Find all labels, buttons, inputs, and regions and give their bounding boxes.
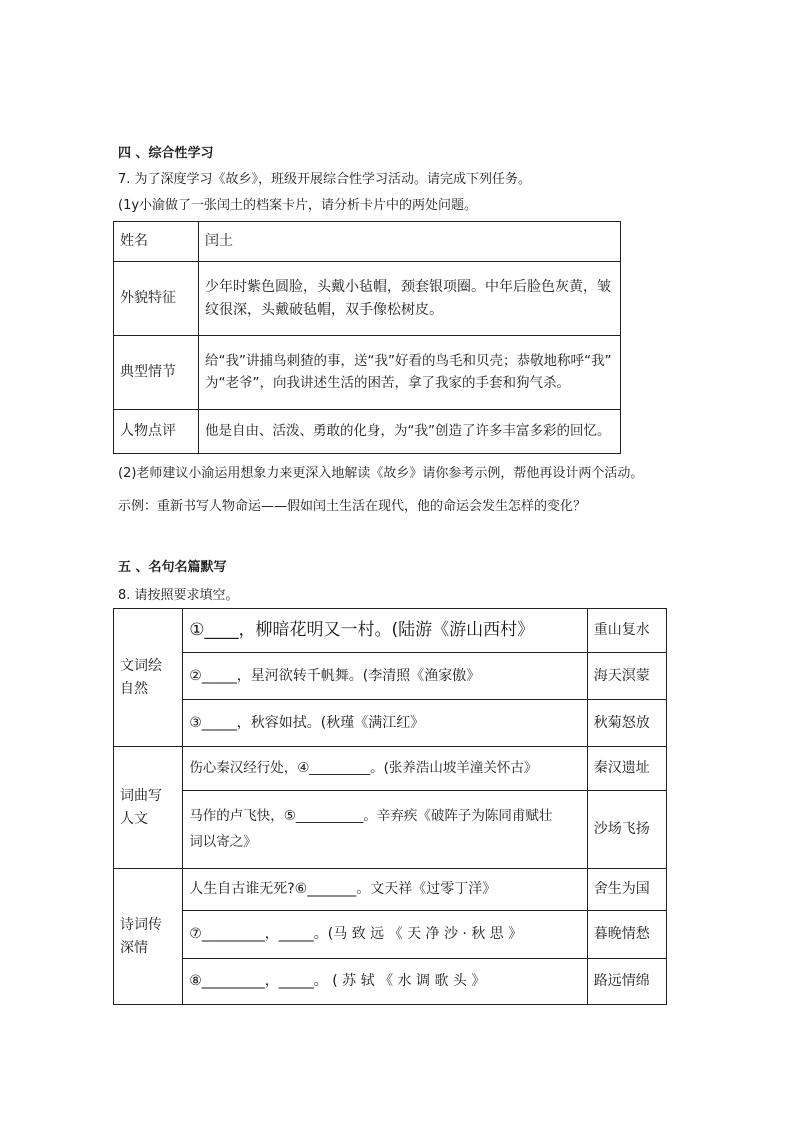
- card-label: 姓名: [114, 222, 199, 262]
- fill-in-line-part: 词以寄之》: [189, 833, 257, 850]
- card-content: 闰土: [199, 222, 621, 262]
- group-label: [114, 609, 183, 747]
- group-label-line: 词曲写: [120, 788, 162, 805]
- theme-tag: 海天溟蒙: [587, 653, 666, 700]
- card-label: 人物点评: [114, 410, 199, 454]
- group-label-line: 人文: [120, 810, 148, 827]
- card-content: [199, 262, 621, 336]
- theme-tag: 路远情绵: [587, 959, 666, 1005]
- card-row-plot: [114, 336, 621, 410]
- table-row: [114, 609, 667, 653]
- dictation-table: [113, 608, 667, 1005]
- group-label: [114, 747, 183, 869]
- group-label-line: 自然: [120, 680, 148, 697]
- theme-tag: 暮晚情愁: [587, 911, 666, 959]
- theme-tag: 重山复水: [587, 609, 666, 653]
- card-row-comment: [114, 410, 621, 454]
- table-row: [114, 959, 667, 1005]
- table-row: [114, 700, 667, 747]
- card-row-appearance: [114, 262, 621, 336]
- profile-card-table: [113, 221, 621, 454]
- table-row: [114, 747, 667, 791]
- fill-in-line: 伤心秦汉经行处，④_________。(张养浩山坡羊潼关怀古》: [183, 747, 587, 791]
- fill-in-line-part: 马作的卢飞快，⑤__________。辛弃疾《破阵子为陈同甫赋壮: [189, 807, 553, 824]
- section4-heading: 四 、综合性学习: [118, 146, 214, 161]
- example-text: 示例：重新书写人物命运——假如闰土生活在现代，他的命运会发生怎样的变化？: [118, 499, 587, 514]
- group-label-line: 诗词传: [120, 917, 162, 934]
- group-label: [114, 869, 183, 1005]
- card-content: 他是自由、活泼、勇敢的化身，为“我”创造了许多丰富多彩的回忆。: [199, 410, 621, 454]
- fill-in-line: ⑦_________，_____。(马 致 远 《 天 净 沙 · 秋 思 》: [183, 911, 587, 959]
- group-label-line: 文词绘: [120, 658, 162, 675]
- theme-tag: 秋菊怒放: [587, 700, 666, 747]
- theme-tag: 舍生为国: [587, 869, 666, 911]
- fill-in-line: ⑧_________，_____。 ( 苏 轼 《 水 调 歌 头 》: [183, 959, 587, 1005]
- fill-in-line: ①____，柳暗花明又一村。(陆游《游山西村》: [183, 609, 587, 653]
- table-row: [114, 653, 667, 700]
- card-content-line: 为“老爷”，向我讲述生活的困苦，拿了我家的手套和狗气杀。: [205, 374, 570, 391]
- card-label: 外貌特征: [114, 262, 199, 336]
- card-row-name: [114, 222, 621, 262]
- question-7-2: (2)老师建议小渝运用想象力来更深入地解读《故乡》请你参考示例，帮他再设计两个活动。: [118, 466, 644, 481]
- question-7-1: (1y小渝做了一张闰土的档案卡片，请分析卡片中的两处问题。: [118, 198, 478, 213]
- card-content-line: 给“我”讲捕鸟刺猹的事，送“我”好看的鸟毛和贝壳；恭敬地称呼“我”: [205, 352, 612, 369]
- table-row: [114, 911, 667, 959]
- question-8: 8. 请按照要求填空。: [118, 588, 239, 603]
- question-7: 7. 为了深度学习《故乡》，班级开展综合性学习活动。请完成下列任务。: [118, 172, 532, 187]
- table-row: [114, 869, 667, 911]
- group-label-line: 深情: [120, 939, 148, 956]
- section5-heading: 五 、名句名篇默写: [118, 560, 227, 575]
- card-content-line: 纹很深，头戴破毡帽，双手像松树皮。: [205, 301, 443, 318]
- table-row: [114, 791, 667, 869]
- card-label: 典型情节: [114, 336, 199, 410]
- fill-in-line: [183, 791, 587, 869]
- theme-tag: 沙场飞扬: [587, 791, 666, 869]
- fill-in-line: ③_____，秋容如拭。(秋瑾《满江红》: [183, 700, 587, 747]
- theme-tag: 秦汉遗址: [587, 747, 666, 791]
- fill-in-line: ②_____，星河欲转千帆舞。(李清照《渔家傲》: [183, 653, 587, 700]
- fill-in-line: 人生自古谁无死?⑥_______。文天祥《过零丁洋》: [183, 869, 587, 911]
- card-content: [199, 336, 621, 410]
- card-content-line: 少年时紫色圆脸，头戴小毡帽，颈套银项圈。中年后脸色灰黄，皱: [205, 279, 611, 296]
